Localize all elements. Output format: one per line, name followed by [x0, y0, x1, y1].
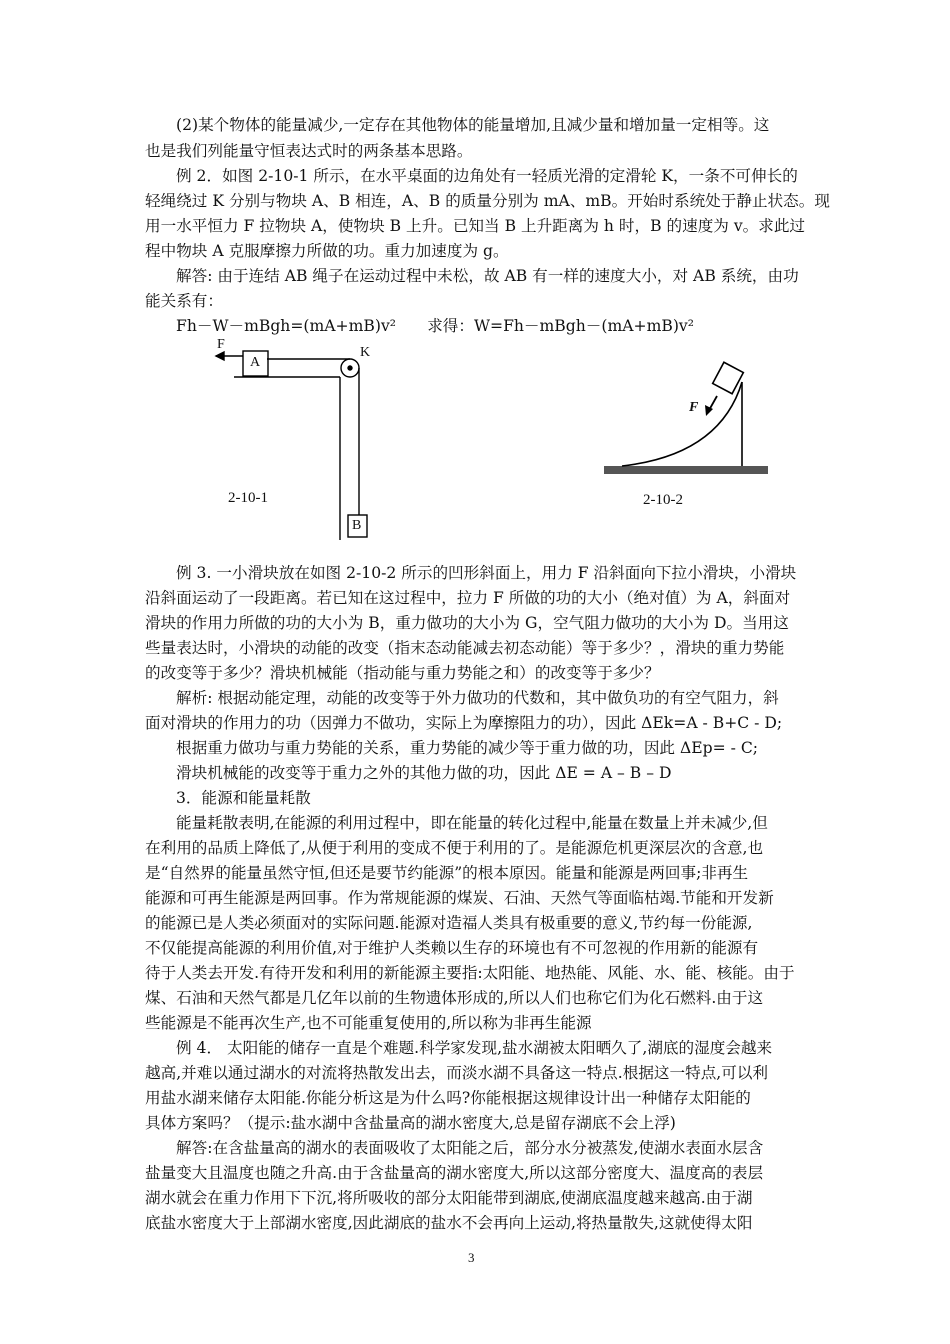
block-a-label: A [250, 355, 261, 370]
section-3-line: 能量耗散表明,在能源的利用过程中，即在能量的转化过程中,能量在数量上并未减少,但 [176, 814, 768, 832]
example-3-line: 的改变等于多少？滑块机械能（指动能与重力势能之和）的改变等于多少？ [145, 664, 660, 682]
section-heading: 3．能源和能量耗散 [176, 789, 311, 807]
figure-caption: 2-10-1 [228, 490, 268, 506]
pulley-label: K [360, 345, 371, 360]
example-4-line: 例 4． 太阳能的储存一直是个难题.科学家发现,盐水湖被太阳晒久了,湖底的湿度会越来 [176, 1039, 773, 1057]
section-3-line: 待于人类去开发.有待开发和利用的新能源主要指:太阳能、地热能、风能、水、能、核能。由于 [145, 964, 795, 982]
answer-2-line: 能关系有： [145, 292, 223, 310]
section-3-line: 不仅能提高能源的利用价值,对于维护人类赖以生存的环境也有不可忽视的作用新的能源有 [145, 939, 759, 957]
answer-3-line: 解析: 根据动能定理，动能的改变等于外力做功的代数和，其中做负功的有空气阻力，斜 [176, 689, 779, 707]
figure-caption: 2-10-2 [643, 492, 683, 508]
paragraph-line: (2)某个物体的能量减少,一定存在其他物体的能量增加,且减少量和增加量一定相等。这 [176, 116, 770, 134]
answer-4-line: 底盐水密度大于上部湖水密度,因此湖底的盐水不会再向上运动,将热量散失,这就使得太阳 [145, 1214, 753, 1232]
answer-4-line: 解答:在含盐量高的湖水的表面吸收了太阳能之后，部分水分被蒸发,使湖水表面水层含 [176, 1139, 764, 1157]
answer-2-line: 解答: 由于连结 AB 绳子在运动过程中未松，故 AB 有一样的速度大小，对 AB 系统，由功 [176, 267, 799, 285]
example-3-line: 些量表达时，小滑块的动能的改变（指末态动能减去初态动能）等于多少？，滑块的重力势能 [145, 639, 785, 657]
section-3-line: 的能源已是人类必须面对的实际问题.能源对造福人类具有极重要的意义,节约每一份能源, [145, 914, 753, 932]
example-3-line: 例 3. 一小滑块放在如图 2-10-2 所示的凹形斜面上，用力 F 沿斜面向下拉小滑块，小滑块 [176, 564, 797, 582]
answer-3-line: 滑块机械能的改变等于重力之外的其他力做的功，因此 ΔE = A – B – D [176, 764, 672, 782]
example-2-line: 例 2．如图 2-10-1 所示，在水平桌面的边角处有一轻质光滑的定滑轮 K，一条不可伸长的 [176, 167, 798, 185]
page-number: 3 [468, 1250, 475, 1265]
section-3-line: 些能源是不能再次生产,也不可能重复使用的,所以称为非再生能源 [145, 1014, 592, 1032]
example-3-line: 滑块的作用力所做的功的大小为 B，重力做功的大小为 G，空气阻力做功的大小为 D。当用这 [145, 614, 789, 632]
section-3-line: 煤、石油和天然气都是几亿年以前的生物遗体形成的,所以人们也称它们为化石燃料.由于这 [145, 989, 764, 1007]
section-3-line: 能源和可再生能源是两回事。作为常规能源的煤炭、石油、天然气等面临枯竭.节能和开发新 [145, 889, 774, 907]
answer-3-line: 面对滑块的作用力的功（因弹力不做功，实际上为摩擦阻力的功），因此 ΔEk=A - B+C - D; [145, 714, 783, 732]
answer-4-line: 盐量变大且温度也随之升高.由于含盐量高的湖水密度大,所以这部分密度大、温度高的表层 [145, 1164, 764, 1182]
example-4-line: 越高,并难以通过湖水的对流将热散发出去，而淡水湖不具备这一特点.根据这一特点,可以利 [145, 1064, 769, 1082]
force-label: F [217, 337, 225, 352]
example-4-line: 具体方案吗？（提示:盐水湖中含盐量高的湖水密度大,总是留存湖底不会上浮) [145, 1114, 676, 1132]
example-3-line: 沿斜面运动了一段距离。若已知在这过程中，拉力 F 所做的功的大小（绝对值）为 A，斜面对 [145, 589, 791, 607]
example-2-line: 轻绳绕过 K 分别与物块 A、B 相连，A、B 的质量分别为 mA、mB。开始时系统处于静止状态。现 [145, 192, 830, 210]
example-2-line: 用一水平恒力 F 拉物块 A，使物块 B 上升。已知当 B 上升距离为 h 时，B 的速度为 v。求此过 [145, 217, 806, 235]
paragraph-line: 也是我们列能量守恒表达式时的两条基本思路。 [145, 142, 473, 160]
answer-3-line: 根据重力做功与重力势能的关系，重力势能的减少等于重力做的功，因此 ΔEp= - C; [176, 739, 759, 757]
block-b-label: B [352, 518, 362, 533]
section-3-line: 是“自然界的能量虽然守恒,但还是要节约能源”的根本原因。能量和能源是两回事;非再生 [145, 864, 749, 882]
example-2-line: 程中物块 A 克服摩擦力所做的功。重力加速度为 g。 [145, 242, 509, 260]
answer-4-line: 湖水就会在重力作用下下沉,将所吸收的部分太阳能带到湖底,使湖底温度越来越高.由于湖 [145, 1189, 753, 1207]
example-4-line: 用盐水湖来储存太阳能.你能分析这是为什么吗?你能根据这规律设计出一种储存太阳能的 [145, 1089, 751, 1107]
equation-line: Fh－W－mBgh=(mA+mB)v² 求得：W=Fh－mBgh－(mA+mB)v² [176, 317, 694, 335]
force-label: F [689, 400, 699, 415]
section-3-line: 在利用的品质上降低了,从便于利用的变成不便于利用的了。是能源危机更深层次的含意,也 [145, 839, 764, 857]
